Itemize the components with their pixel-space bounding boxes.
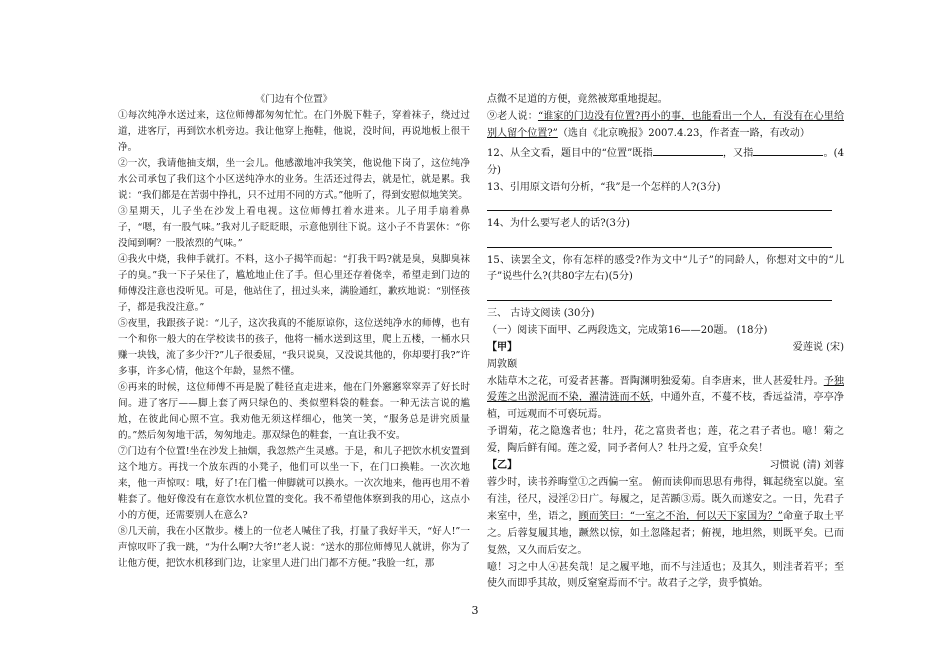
answer-blank-2[interactable]	[753, 143, 823, 156]
text-jia-paragraph-2: 予谓菊，花之隐逸者也；牡丹，花之富贵者也；莲，花之君子者也。噫！菊之爱，陶后鲜有闻。莲之爱，同予者何人？牡丹之爱，宜乎众矣！	[487, 426, 844, 455]
text-yi-underlined: 顾而笑曰：“一室之不治，何以天下家国为？”	[578, 510, 783, 522]
paragraph-3: ③星期天，儿子坐在沙发上看电视。这位师傅扛着水进来。儿子用手扇着鼻子，“嗯，有一股气味。”我对儿子眨眨眼，示意他别往下说。这小子不肯罢休：“你没闻到啊？一股浓烈的气味。”	[118, 206, 470, 249]
article-title: 《门边有个位置》	[255, 94, 333, 105]
answer-blank-1[interactable]	[653, 143, 723, 156]
text-yi-paragraph-1	[487, 475, 844, 560]
subsection-1-heading: （一）阅读下面甲、乙两段选文，完成第16——20题。 (18分)	[487, 324, 768, 336]
paragraph-9-prefix: ⑨老人说：	[487, 110, 538, 122]
paragraph-6: ⑥再来的时候，这位师傅不再是脱了鞋径直走进来，他在门外窸窸窣窣弄了好长时间。进了客厅——脚上套了两只绿色的、类似塑料袋的鞋套。一种无法言说的尴尬，在彼此间心照不宣。我劝他无须这样细心，他笑一笑，“服务总是讲究质量的。”然后匆匆地干活，匆匆地走。那双绿色的鞋套，一直让我不安。	[118, 382, 470, 441]
question-12-mid: ，又指	[722, 147, 754, 159]
question-12-text: 12、从全文看，题目中的“位置”既指	[487, 147, 653, 159]
page-number: 3	[471, 604, 479, 617]
left-column	[118, 92, 470, 572]
text-yi-paragraph-2: 噫！习之中人④甚矣哉！足之履平地，而不与洼适也；及其久，则洼者若平；至使久而即乎其故，则反窒窒焉而不宁。故君子之学，贵乎慎始。	[487, 561, 844, 590]
text-jia-part-2: ，中通外直，不蔓不枝，香远益清，亭亭净植，可远观而不可亵玩焉。	[487, 392, 844, 421]
paragraph-8-continuation: 点微不足道的方便，竟然被郑重地提起。	[487, 94, 668, 105]
question-12	[487, 143, 844, 180]
paragraph-8: ⑧几天前，我在小区散步。楼上的一位老人喊住了我，打量了我好半天，“好人!”一声惊叹吓了我一跳，“为什么啊?大爷!”老人说：“送水的那位师傅见人就讲，你为了让他方便，把饮水机移到门边，让家里人进门出门都不方便。”我脸一红，那	[118, 526, 470, 569]
paragraph-1: ①每次纯净水送过来，这位师傅都匆匆忙忙。在门外脱下鞋子，穿着袜子，绕过过道，进客厅，再到饮水机旁边。我让他穿上拖鞋，他说，没时间，再说地板上很干净。	[118, 110, 470, 153]
answer-line-13[interactable]	[487, 196, 844, 216]
article-source: （选自《北京晚报》2007.4.23，作者査一路，有改动）	[557, 127, 810, 139]
paragraph-2: ②一次，我请他抽支烟，坐一会儿。他感激地冲我笑笑，他说他下岗了，这位纯净水公司承包了我们这个小区送纯净水的业务。生活还过得去，就是忙，就是累。我说：“我们都是在苦弱中挣扎，只不过用不同的方式。”他听了，得到安慰似地笑笑。	[118, 158, 470, 201]
text-jia-label: 【甲】	[487, 341, 518, 353]
right-column	[487, 92, 844, 593]
paragraph-4: ④我火中烧，我伸手就打。不料，这小子揭竿而起：“打我干吗?就是臭，臭脚臭袜子的臭。”我一下子呆住了，尴尬地止住了手。但心里还存着侥幸，希望走到门边的师傅没注意也没听见。可是，他站住了，扭过头来，满脸通红，歉疚地说：“别怪孩子，都是我没注意。”	[118, 254, 470, 313]
text-jia-paragraph-1	[487, 374, 844, 425]
paragraph-7: ⑦门边有个位置!坐在沙发上抽烟，我忽然产生灵感。于是，和儿子把饮水机安置到这个地方。再找一个放东西的小凳子，他们可以坐一下，在门口换鞋。一次次地来，他一声惊叹：哦，好了!在门槛一伸脚就可以换水。一次次地来，他再也用不着鞋套了。他好像没有在意饮水机位置的变化。我不希望他体察到我的用心，这点小小的方便，还需要别人在意么?	[118, 446, 470, 521]
old-man-quote: “谁家的门边没有位置?再小的事，也能看出一个人，有没有在心里给别人留个位置?”	[487, 110, 844, 139]
text-jia-title: 爱莲说 (宋)	[792, 341, 844, 353]
section-3-heading: 三、 古诗文阅读 (30分)	[487, 307, 595, 319]
text-yi-header	[487, 458, 844, 475]
question-15: 15、读罢全文，你有怎样的感受?作为文中“儿子”的同龄人，你想对文中的“儿子”说些什么?(共80字左右)(5分)	[487, 254, 844, 283]
question-14: 14、为什么要写老人的话?(3分)	[487, 218, 630, 230]
text-jia-author: 周敦颐	[487, 358, 518, 370]
question-13: 13、引用原文语句分析，“我”是一个怎样的人?(3分)	[487, 181, 721, 193]
text-yi-part-1: 蓉少时，读书养晦堂①之西偏一室。 俯而读仰而思思有弗得，辄起绕室以旋。室有洼，径尺，浸淫②日广。每履之，足苦踬③焉。既久而遂安之。一日，先君子来室中，坐，语之，	[487, 477, 844, 522]
text-jia-header	[487, 340, 844, 357]
text-yi-label: 【乙】	[487, 460, 518, 472]
text-jia-part-1: 水陆草木之花，可爱者甚蕃。晋陶渊明独爱菊。自李唐来，世人甚爱牡丹。	[487, 375, 824, 387]
question-12-points: 。(4分)	[487, 147, 844, 176]
text-jia-underlined: 予独爱莲之出淤泥而不染，濯清涟而不妖	[487, 375, 844, 404]
answer-line-15[interactable]	[487, 286, 844, 306]
answer-line-14[interactable]	[487, 233, 844, 253]
paragraph-9	[487, 109, 844, 143]
paragraph-5: ⑤夜里，我跟孩子说：“儿子，这次我真的不能原谅你，这位送纯净水的师傅，也有一个和你一般大的在学校读书的孩子，他将一桶水送到这里，爬上五楼，一桶水只赚一块钱，流了多少汗?”儿子很委屈，“我只说臭，又没说其他的，你却要打我?”许多事，许多心情，他这个年龄，显然不懂。	[118, 318, 470, 377]
text-yi-title: 习惯说 (清) 刘蓉	[769, 460, 844, 472]
text-yi-part-2: 命童子取土平之。后蓉复履其地，蹶然以惊，如土忽隆起者；俯视，地坦然，则既平矣。已而复然，又久而后安之。	[487, 510, 844, 556]
